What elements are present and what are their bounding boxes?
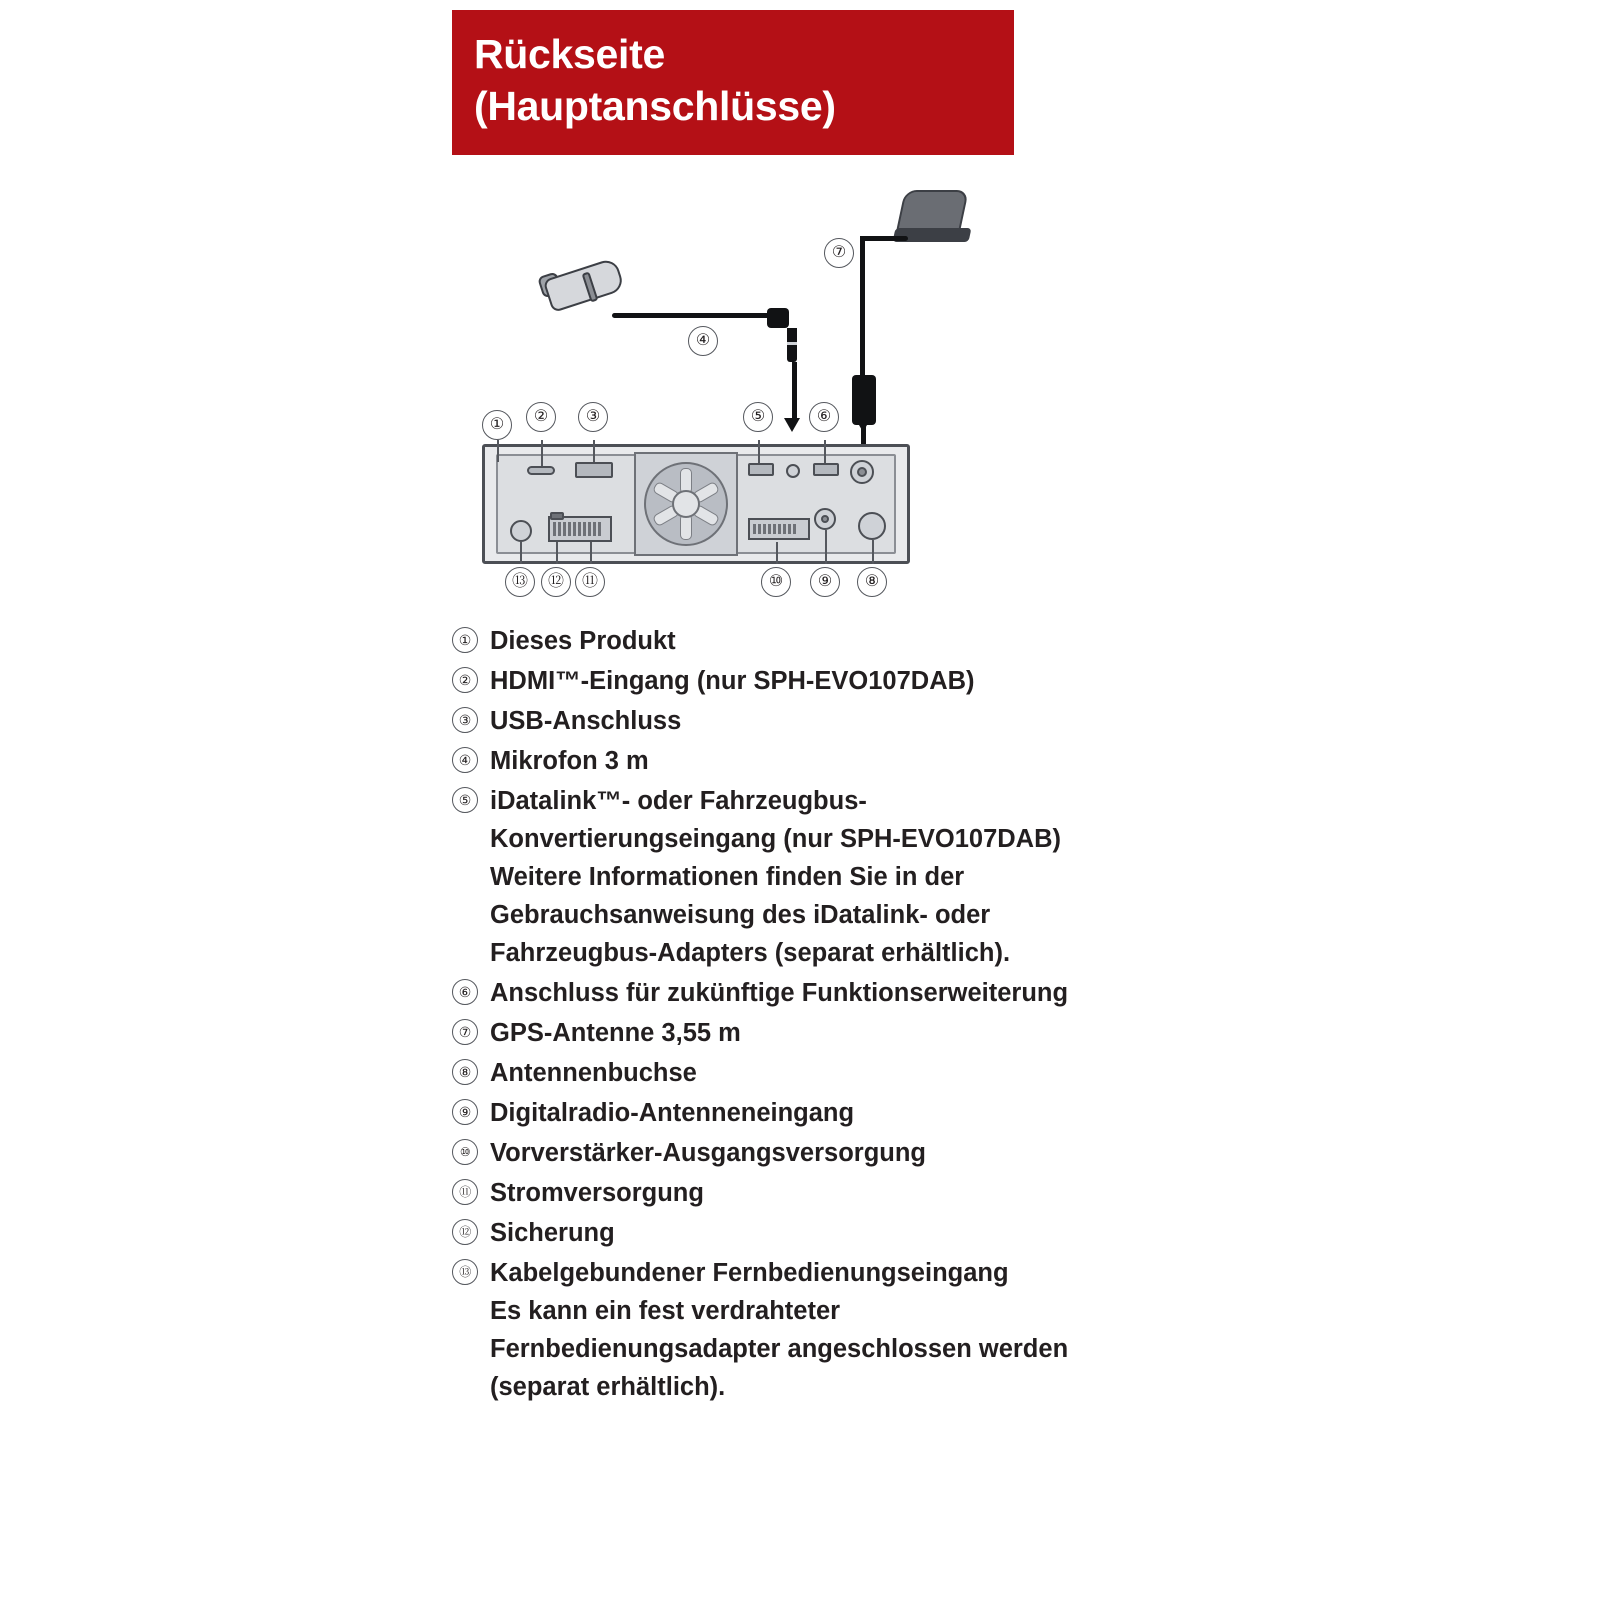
legend-list — [452, 622, 1152, 1408]
callout-4: ④ — [688, 326, 718, 356]
list-item — [452, 1134, 1152, 1172]
microphone-arrow-icon — [784, 418, 800, 432]
list-item — [452, 622, 1152, 660]
legend-number: ⑤ — [452, 787, 478, 813]
callout-12: ⑫ — [541, 567, 571, 597]
legend-label: Mikrofon 3 m — [490, 747, 649, 775]
list-item — [452, 1094, 1152, 1132]
legend-number: ⑫ — [452, 1219, 478, 1245]
microphone-body-icon — [543, 257, 626, 313]
page-title-line-2: (Hauptanschlüsse) — [474, 83, 836, 129]
callout-6: ⑥ — [809, 402, 839, 432]
callout-5: ⑤ — [743, 402, 773, 432]
callout-11: ⑪ — [575, 567, 605, 597]
list-item — [452, 974, 1152, 1012]
future-expansion-port — [813, 463, 839, 476]
callout-3: ③ — [578, 402, 608, 432]
microphone-jack-pin-icon — [787, 328, 797, 362]
legend-number: ① — [452, 627, 478, 653]
legend-label-main: iDatalink™- oder Fahrzeugbus-Konvertierungseingang (nur SPH-EVO107DAB) — [490, 787, 1061, 853]
legend-number: ⑩ — [452, 1139, 478, 1165]
gps-cable-vertical — [860, 236, 865, 378]
preout-power-connector — [748, 518, 810, 540]
legend-number: ⑥ — [452, 979, 478, 1005]
callout-7: ⑦ — [824, 238, 854, 268]
gps-cable-horizontal — [860, 236, 908, 241]
callout-9: ⑨ — [810, 567, 840, 597]
leader-line — [556, 542, 558, 564]
leader-line — [758, 440, 760, 463]
usb-port — [575, 462, 613, 478]
microphone-jack-body-icon — [767, 308, 789, 328]
list-item — [452, 662, 1152, 700]
list-item — [452, 782, 1152, 972]
legend-label: Antennenbuchse — [490, 1059, 697, 1087]
legend-label: GPS-Antenne 3,55 m — [490, 1019, 741, 1047]
idatalink-input-port — [748, 463, 774, 476]
callout-8: ⑧ — [857, 567, 887, 597]
list-item — [452, 1054, 1152, 1092]
leader-line — [776, 542, 778, 564]
legend-number: ② — [452, 667, 478, 693]
leader-line — [825, 530, 827, 564]
leader-line — [824, 440, 826, 463]
cooling-fan-hub — [672, 490, 700, 518]
legend-label: Digitalradio-Antenneneingang — [490, 1099, 855, 1127]
leader-line — [541, 440, 543, 466]
callout-10: ⑩ — [761, 567, 791, 597]
legend-number: ④ — [452, 747, 478, 773]
legend-label: Dieses Produkt — [490, 627, 676, 655]
wired-remote-input-port — [510, 520, 532, 542]
legend-label — [490, 1254, 1130, 1406]
gps-antenna-port-center — [857, 467, 867, 477]
list-item — [452, 1174, 1152, 1212]
microphone-jack-band-icon — [787, 342, 797, 345]
gps-arrow-icon — [855, 418, 871, 432]
leader-line — [497, 440, 499, 462]
hdmi-input-port — [527, 466, 555, 475]
legend-label-extra: Es kann ein fest verdrahteter Fernbedienungsadapter angeschlossen werden (separat erhältlich). — [490, 1297, 1069, 1401]
page-title-line-1: Rückseite — [474, 31, 666, 77]
legend-label: Stromversorgung — [490, 1179, 704, 1207]
legend-number: ⑨ — [452, 1099, 478, 1125]
legend-label: USB-Anschluss — [490, 707, 682, 735]
fuse-icon — [550, 512, 564, 520]
legend-number: ⑪ — [452, 1179, 478, 1205]
list-item — [452, 702, 1152, 740]
callout-1: ① — [482, 410, 512, 440]
leader-line — [590, 542, 592, 564]
legend-number: ⑬ — [452, 1259, 478, 1285]
list-item — [452, 1014, 1152, 1052]
leader-line — [520, 542, 522, 564]
legend-label-extra: Weitere Informationen finden Sie in der Gebrauchsanweisung des iDatalink- oder Fahrzeugbus-Adapters (separat erhältlich). — [490, 863, 1011, 967]
legend-label: HDMI™-Eingang (nur SPH-EVO107DAB) — [490, 667, 975, 695]
callout-13: ⑬ — [505, 567, 535, 597]
legend-number: ⑧ — [452, 1059, 478, 1085]
list-item — [452, 1214, 1152, 1252]
legend-number: ③ — [452, 707, 478, 733]
digital-radio-antenna-port-center — [821, 515, 829, 523]
microphone-input-port — [786, 464, 800, 478]
legend-label-main: Kabelgebundener Fernbedienungseingang — [490, 1259, 1009, 1287]
antenna-socket — [858, 512, 886, 540]
rear-panel-diagram — [0, 150, 1600, 620]
legend-label: Vorverstärker-Ausgangsversorgung — [490, 1139, 927, 1167]
leader-line — [872, 540, 874, 564]
microphone-lead-down — [792, 362, 797, 420]
leader-line — [593, 440, 595, 462]
list-item — [452, 1254, 1152, 1406]
legend-label: Sicherung — [490, 1219, 615, 1247]
page-header-banner — [452, 10, 1014, 155]
list-item — [452, 742, 1152, 780]
legend-number: ⑦ — [452, 1019, 478, 1045]
microphone-cable — [612, 313, 784, 318]
callout-2: ② — [526, 402, 556, 432]
legend-label: Anschluss für zukünftige Funktionserweiterung — [490, 979, 1069, 1007]
legend-label — [490, 782, 1130, 972]
